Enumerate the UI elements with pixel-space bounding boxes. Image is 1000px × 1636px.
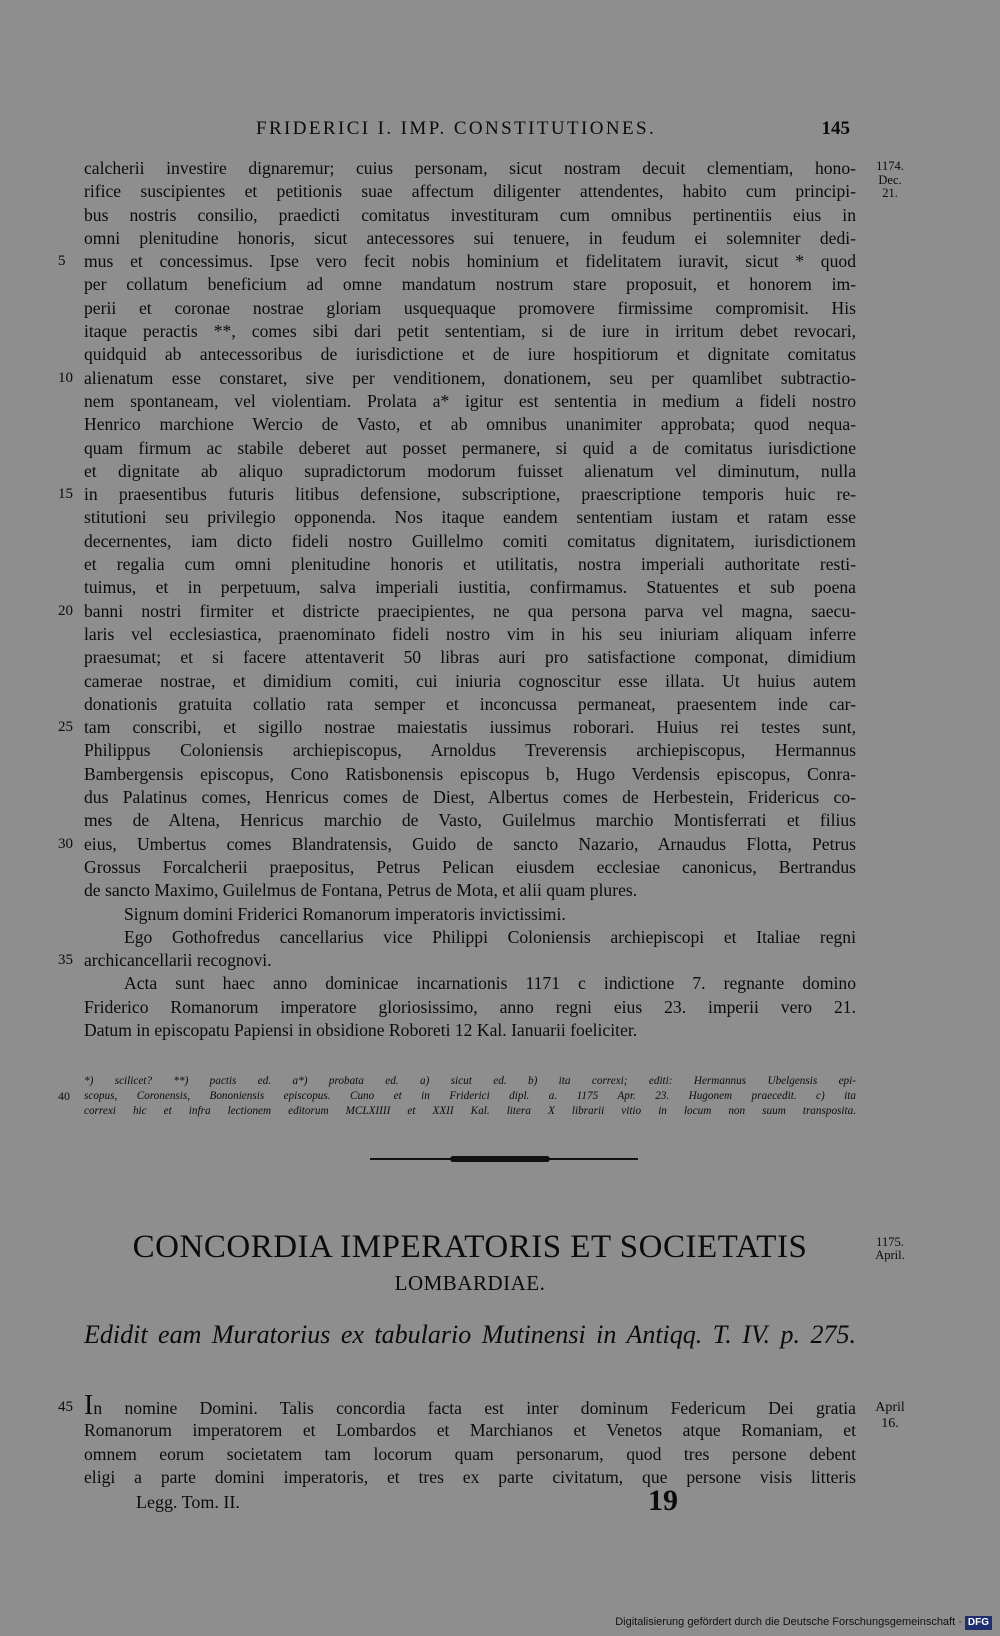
line-number: 10: [58, 369, 73, 386]
running-head-title: FRIDERICI I. IMP. CONSTITUTIONES.: [256, 118, 657, 139]
body-line: tuimus, et in perpetuum, salva imperiali iustitia, confirmamus. Statuentes et sub poena: [84, 577, 856, 598]
body-line-text: in praesentibus futuris litibus defensione, subscriptione, praescriptione temporis huic re-: [84, 484, 856, 505]
section-divider: [370, 1158, 638, 1160]
body-line-text: eius, Umbertus comes Blandratensis, Guido de sancto Nazario, Arnaudus Flotta, Petrus: [84, 833, 856, 854]
body-line: Henrico marchione Wercio de Vasto, et ab omnibus unanimiter approbata; quod nequa-: [84, 414, 856, 435]
line-number: 5: [58, 253, 66, 270]
margin-note-month: April.: [875, 1248, 905, 1262]
body-line: bus nostris consilio, praedicti comitatus investituram cum omnibus pertinentiis eius in: [84, 204, 856, 225]
body-line: Bambergensis episcopus, Cono Ratisbonensis episcopus b, Hugo Verdensis episcopus, Conra-: [84, 763, 856, 784]
body-line: de sancto Maximo, Guilelmus de Fontana, Petrus de Mota, et alii quam plures.: [84, 880, 638, 901]
section-line-text: n nomine Domini. Talis concordia facta est inter dominum Federicum Dei gratia: [93, 1398, 856, 1418]
footnote-text: scopus, Coronensis, Bononiensis episcopus. Cuno et in Friderici dipl. a. 1175 Apr. 23. Hugonem praecedit. c) ita: [84, 1090, 856, 1102]
divider-ornament: [450, 1156, 550, 1162]
body-line: laris vel ecclesiastica, praenominato fideli nostro vim in his seu iniuriam aliquam inferre: [84, 623, 856, 644]
page-number: 145: [821, 118, 850, 139]
body-line: et dignitate ab aliquo supradictorum modorum fuisset alienatum vel diminutum, nulla: [84, 460, 856, 481]
line-number: 20: [58, 602, 73, 619]
body-line: per collatum beneficium ad omne mandatum nostrum stare proposuit, et honorem im-: [84, 274, 856, 295]
edition-note: Edidit eam Muratorius ex tabulario Mutinensi in Antiqq. T. IV. p. 275.: [84, 1320, 856, 1349]
line-number: 45: [58, 1399, 73, 1415]
body-text: [58, 157, 856, 1042]
datum-line: Datum in episcopatu Papiensi in obsidione Roboreti 12 Kal. Ianuarii foeliciter.: [84, 1019, 638, 1040]
body-line: Grossus Forcalcherii praepositus, Petrus Pelican eiusdem ecclesiae canonicus, Bertrandus: [84, 856, 856, 877]
body-line-10: [58, 367, 856, 390]
margin-note-month: Dec.: [878, 173, 902, 187]
footnote-line: correxi hic et infra lectionem editorum MCLXIIII et XXII Kal. litera X librarii vitio in locum non suum transposita.: [84, 1105, 856, 1117]
body-line-5: [58, 250, 856, 273]
section-line-45: [58, 1390, 856, 1421]
body-line: stitutioni seu privilegio opponenda. Nos itaque eandem sententiam iustam et ratam esse: [84, 507, 856, 528]
body-line: nem spontaneam, vel violentiam. Prolata a* igitur est sententia in medium a fideli nostro: [84, 390, 856, 411]
running-head: [80, 118, 850, 142]
body-line: Philippus Coloniensis archiepiscopus, Arnoldus Treverensis archiepiscopus, Hermannus: [84, 740, 856, 761]
body-line-text: archicancellarii recognovi.: [84, 950, 272, 971]
acta-line: Acta sunt haec anno dominicae incarnationis 1171 c indictione 7. regnante domino: [124, 973, 856, 994]
signature-mark: 19: [648, 1484, 678, 1517]
line-number: 30: [58, 835, 73, 852]
dfg-credit-text: Digitalisierung gefördert durch die Deutsche Forschungsgemeinschaft ·: [615, 1616, 962, 1628]
margin-note-month: April: [875, 1400, 905, 1415]
section-line: omnem eorum societatem tam locorum quam personarum, quod tres persone debent: [84, 1443, 856, 1464]
section-heading: [80, 1227, 860, 1297]
body-line: et regalia cum omni plenitudine honoris et utilitatis, nostra imperiali authoritate resti-: [84, 554, 856, 575]
body-line: rifice suscipientes et petitionis suae affectum diligenter attendentes, habito cum principi-: [84, 181, 856, 202]
body-line: quam firmum ac stabile deberet aut posset permanere, si quid a de comitatus iurisdictione: [84, 437, 856, 458]
body-line-text: tam conscribi, et sigillo nostrae maiestatis iussimus roborari. Huius rei testes sunt,: [84, 717, 856, 738]
body-line-text: alienatum esse constaret, sive per venditionem, donationem, seu per quamlibet subtractio-: [84, 367, 856, 388]
dfg-logo-icon: DFG: [965, 1616, 992, 1630]
chancellor-line: Ego Gothofredus cancellarius vice Philippi Coloniensis archiepiscopi et Italiae regni: [124, 926, 856, 947]
line-number: 25: [58, 719, 73, 736]
body-line-30: [58, 833, 856, 856]
volume-label: Legg. Tom. II.: [136, 1492, 240, 1512]
section-2-text: [58, 1390, 856, 1489]
body-line-text: mus et concessimus. Ipse vero fecit nobis hominium et fidelitatem iuravit, sicut * quod: [84, 251, 856, 272]
body-line: donationis gratuita collatio rata semper et inconcussa permaneat, praesentem inde car-: [84, 693, 856, 714]
body-line-20: [58, 600, 856, 623]
section-line: eligi a parte domini imperatoris, et tres ex parte civitatum, que persone visis litteris: [84, 1466, 856, 1487]
footnotes: [58, 1074, 856, 1119]
body-line: calcherii investire dignaremur; cuius personam, sicut nostram decuit clementiam, hono-: [84, 158, 856, 178]
heading-title: CONCORDIA IMPERATORIS ET SOCIETATIS: [132, 1229, 808, 1265]
page-footer: [84, 1484, 856, 1520]
body-line: Friderico Romanorum imperatore gloriosissimo, anno regni eius 23. imperii vero 21.: [84, 996, 856, 1017]
margin-note-day: 21.: [882, 186, 898, 200]
body-line-text: banni nostri firmiter et districte praecipientes, ne qua persona parva vel magna, saecu-: [84, 600, 856, 621]
body-line: omni plenitudine honoris, sicut antecessores sui tenuere, in feudum ei solemniter dedi-: [84, 227, 856, 248]
footnote-line-40: [58, 1089, 856, 1104]
body-line-15: [58, 483, 856, 506]
body-line: camerae nostrae, et dimidium comiti, cui iniuria cognoscitur esse illata. Ut huius autem: [84, 670, 856, 691]
line-number: 35: [58, 952, 73, 969]
body-line: perii et coronae nostrae gloriam usquequaque promovere firmissime compromisit. His: [84, 297, 856, 318]
margin-note-year: 1175.: [876, 1235, 904, 1249]
margin-note-day: 16.: [881, 1416, 899, 1431]
body-line: praesumat; et si facere attentaverit 50 libras auri pro satisfactione componat, dimidium: [84, 647, 856, 668]
body-line: quidquid ab antecessoribus de iurisdictione et de iure hospitiorum et dignitate comitatus: [84, 344, 856, 365]
body-line-25: [58, 716, 856, 739]
line-number: 15: [58, 486, 73, 503]
margin-note-year: 1174.: [876, 159, 904, 173]
footnote-line: *) scilicet? **) pactis ed. a*) probata ed. a) sicut ed. b) ita correxi; editi: Hermannus Ubelgensis epi-: [84, 1075, 856, 1087]
body-line: dus Palatinus comes, Henricus comes de Diest, Albertus comes de Herbestein, Fridericus co-: [84, 787, 856, 808]
body-line: decernentes, iam dicto fideli nostro Guillelmo comiti comitatus dignitatem, iurisdictionem: [84, 530, 856, 551]
line-number: 40: [58, 1089, 70, 1103]
heading-subtitle: LOMBARDIAE.: [394, 1271, 546, 1295]
signum-line: Signum domini Friderici Romanorum imperatoris invictissimi.: [124, 903, 566, 924]
dfg-credit: [615, 1616, 992, 1632]
section-line: Romanorum imperatorem et Lombardos et Marchianos et Venetos atque Romaniam, et: [84, 1420, 856, 1441]
body-line: mes de Altena, Henricus marchio de Vasto, Guilelmus marchio Montisferrati et filius: [84, 810, 856, 831]
body-line-35: [58, 949, 856, 972]
body-line: itaque peractis **, comes sibi dari petit sententiam, si de iure in irritum debet revocari,: [84, 321, 856, 342]
initial-letter: I: [84, 1390, 94, 1421]
